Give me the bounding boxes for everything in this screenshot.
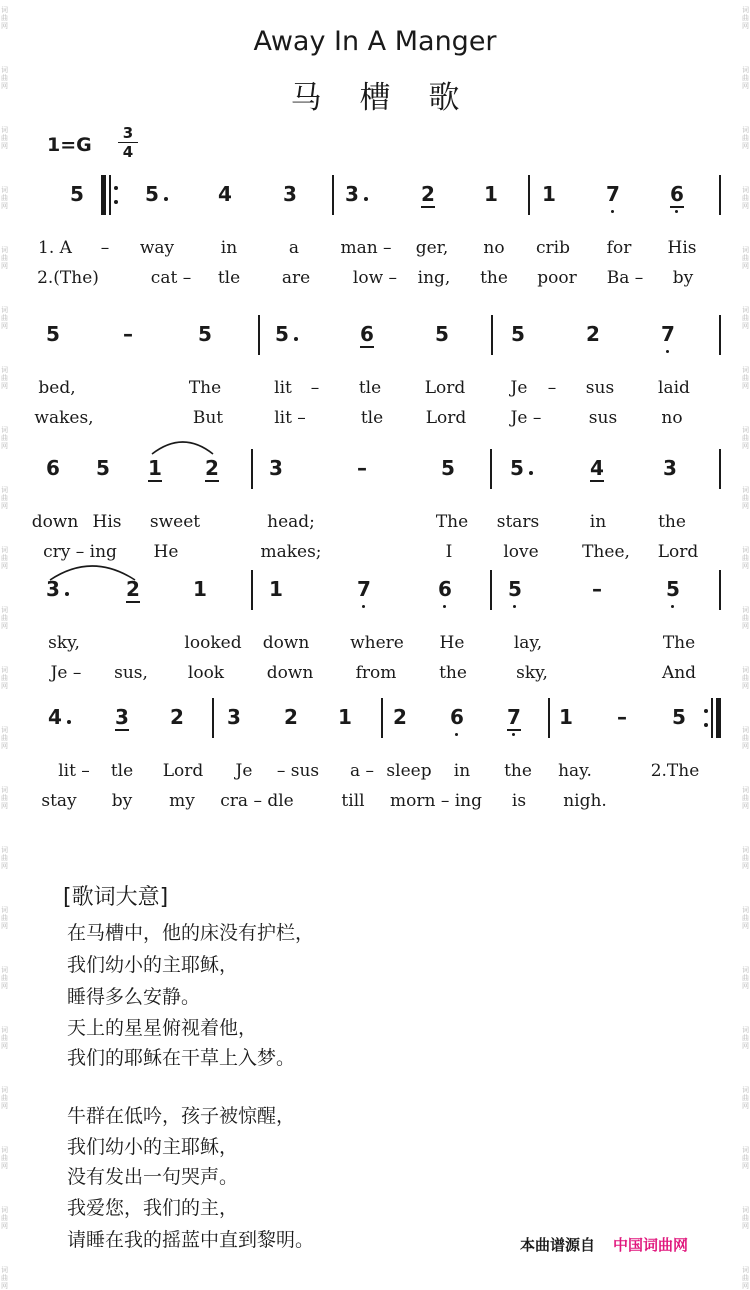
lyric-verse-2: Ba – xyxy=(606,268,644,288)
underline-eighth xyxy=(126,601,140,603)
repeat-dot xyxy=(114,186,118,190)
lyric-verse-2: no xyxy=(661,408,683,428)
time-signature xyxy=(118,125,138,160)
watermark-text: 词曲网 xyxy=(742,1086,749,1110)
watermark-text: 词曲网 xyxy=(1,1206,8,1230)
lyric-verse-2: Je – xyxy=(510,408,542,428)
watermark-text: 词曲网 xyxy=(1,546,8,570)
augmentation-dot xyxy=(67,720,71,724)
watermark-text: 词曲网 xyxy=(742,1026,749,1050)
watermark-text: 词曲网 xyxy=(1,366,8,390)
repeat-start-thin-bar xyxy=(109,175,111,215)
barline xyxy=(381,698,383,738)
lyric-verse-1: 2.The xyxy=(650,761,700,781)
lyric-verse-2: stay xyxy=(41,791,77,811)
note: 5 xyxy=(511,322,525,346)
note: 3 xyxy=(115,705,129,729)
lyric-verse-1: a xyxy=(288,238,300,258)
barline xyxy=(719,449,721,489)
lyric-verse-1: for xyxy=(606,238,632,258)
note: 2 xyxy=(284,705,298,729)
note: 1 xyxy=(559,705,573,729)
note: 1 xyxy=(148,456,162,480)
lyric-verse-2: from xyxy=(355,663,397,683)
slur xyxy=(50,566,135,580)
lyric-verse-1: tle xyxy=(358,378,382,398)
lyric-verse-2: makes; xyxy=(260,542,322,562)
watermark-text: 词曲网 xyxy=(742,786,749,810)
low-octave-dot xyxy=(362,605,365,608)
lyric-verse-1: The xyxy=(435,512,469,532)
note: 4 xyxy=(590,456,604,480)
low-octave-dot xyxy=(443,605,446,608)
watermark-text: 词曲网 xyxy=(1,1086,8,1110)
lyrics-meaning-line: 天上的星星俯视着他， xyxy=(67,1017,258,1039)
lyric-verse-2: He xyxy=(153,542,179,562)
lyric-verse-1: crib xyxy=(536,238,570,258)
low-octave-dot xyxy=(513,605,516,608)
lyric-verse-2: by xyxy=(672,268,694,288)
underline-eighth xyxy=(360,346,374,348)
slur xyxy=(152,442,213,454)
lyric-verse-2: poor xyxy=(537,268,577,288)
watermark-text: 词曲网 xyxy=(1,1026,8,1050)
augmentation-dot xyxy=(164,197,168,201)
lyric-verse-2: the xyxy=(439,663,467,683)
underline-eighth xyxy=(507,729,521,731)
lyrics-meaning-line: 我爱您，我们的主， xyxy=(67,1197,239,1219)
lyric-verse-2: love xyxy=(503,542,539,562)
lyric-verse-1: Je xyxy=(510,378,528,398)
note: 1 xyxy=(338,705,352,729)
barline xyxy=(332,175,334,215)
note: 5 xyxy=(508,577,522,601)
lyric-verse-1: – xyxy=(547,378,557,398)
watermark-text: 词曲网 xyxy=(742,1146,749,1170)
lyric-verse-2: tle xyxy=(360,408,384,428)
lyric-verse-1: His xyxy=(667,238,697,258)
note: 3 xyxy=(227,705,241,729)
lyric-verse-1: in xyxy=(589,512,607,532)
lyric-verse-2: cat – xyxy=(150,268,192,288)
lyric-verse-1: down xyxy=(31,512,79,532)
lyric-verse-1: – xyxy=(100,238,110,258)
lyrics-meaning-line: 牛群在低吟，孩子被惊醒， xyxy=(67,1105,296,1127)
lyric-verse-1: sus xyxy=(585,378,615,398)
lyric-verse-2: tle xyxy=(217,268,241,288)
watermark-text: 词曲网 xyxy=(1,726,8,750)
lyric-verse-1: the xyxy=(658,512,686,532)
note: 1 xyxy=(542,182,556,206)
note: 4 xyxy=(48,705,62,729)
watermark-text: 词曲网 xyxy=(742,486,749,510)
lyric-verse-1: sweet xyxy=(149,512,201,532)
watermark-text: 词曲网 xyxy=(742,966,749,990)
augmentation-dot xyxy=(294,337,298,341)
underline-eighth xyxy=(421,206,435,208)
lyric-verse-2: the xyxy=(480,268,508,288)
watermark-text: 词曲网 xyxy=(1,426,8,450)
low-octave-dot xyxy=(675,210,678,213)
lyric-verse-1: The xyxy=(662,633,696,653)
watermark-text: 词曲网 xyxy=(742,366,749,390)
time-signature-top: 3 xyxy=(122,124,134,142)
lyric-verse-2: sus xyxy=(588,408,618,428)
barline xyxy=(719,315,721,355)
note: 5 xyxy=(510,456,524,480)
note: 5 xyxy=(441,456,455,480)
lyric-verse-1: The xyxy=(188,378,222,398)
watermark-text: 词曲网 xyxy=(742,1206,749,1230)
note: 2 xyxy=(205,456,219,480)
lyric-verse-1: – xyxy=(310,378,320,398)
watermark-text: 词曲网 xyxy=(1,606,8,630)
watermark-text: 词曲网 xyxy=(1,1266,8,1290)
lyric-verse-2: sus, xyxy=(114,663,148,683)
note: 5 xyxy=(435,322,449,346)
lyric-verse-2: look xyxy=(187,663,225,683)
barline xyxy=(491,315,493,355)
lyric-verse-1: Lord xyxy=(424,378,466,398)
underline-eighth xyxy=(148,480,162,482)
lyric-verse-2: my xyxy=(169,791,195,811)
left-watermark-strip xyxy=(0,0,9,1290)
note: – xyxy=(592,577,602,601)
low-octave-dot xyxy=(666,350,669,353)
repeat-dot xyxy=(704,709,708,713)
watermark-text: 词曲网 xyxy=(742,906,749,930)
lyric-verse-1: head; xyxy=(267,512,315,532)
watermark-text: 词曲网 xyxy=(1,1146,8,1170)
low-octave-dot xyxy=(611,210,614,213)
note: 3 xyxy=(663,456,677,480)
note: 2 xyxy=(393,705,407,729)
lyric-verse-2: are xyxy=(281,268,311,288)
lyric-verse-2: But xyxy=(192,408,224,428)
low-octave-dot xyxy=(671,605,674,608)
lyric-verse-2: cra – dle xyxy=(220,791,294,811)
source-credit xyxy=(520,1234,688,1255)
lyric-verse-1: laid xyxy=(658,378,690,398)
note: 2 xyxy=(170,705,184,729)
note: – xyxy=(617,705,627,729)
barline xyxy=(251,570,253,610)
watermark-text: 词曲网 xyxy=(1,846,8,870)
augmentation-dot xyxy=(529,471,533,475)
watermark-text: 词曲网 xyxy=(1,966,8,990)
barline xyxy=(528,175,530,215)
right-watermark-strip xyxy=(741,0,750,1290)
barline xyxy=(212,698,214,738)
lyrics-meaning-line: 没有发出一句哭声。 xyxy=(67,1166,239,1188)
note: 7 xyxy=(606,182,620,206)
underline-eighth xyxy=(590,480,604,482)
lyric-verse-2: And xyxy=(661,663,697,683)
lyric-verse-2: cry – ing xyxy=(43,542,117,562)
note: 6 xyxy=(360,322,374,346)
watermark-text: 词曲网 xyxy=(1,66,8,90)
lyric-verse-2: sky, xyxy=(516,663,548,683)
lyric-verse-1: the xyxy=(504,761,532,781)
lyric-verse-1: sleep xyxy=(386,761,432,781)
repeat-start-bar xyxy=(101,175,106,215)
watermark-text: 词曲网 xyxy=(742,306,749,330)
source-label: 本曲谱源自 xyxy=(520,1236,596,1254)
lyric-verse-1: sky, xyxy=(48,633,80,653)
note: 1 xyxy=(193,577,207,601)
note: 7 xyxy=(357,577,371,601)
underline-eighth xyxy=(205,480,219,482)
note: 2 xyxy=(126,577,140,601)
time-signature-bottom: 4 xyxy=(122,143,134,161)
lyric-verse-1: looked xyxy=(184,633,242,653)
lyric-verse-1: down xyxy=(262,633,310,653)
source-brand-link[interactable]: 中国词曲网 xyxy=(613,1236,689,1254)
lyric-verse-1: tle xyxy=(110,761,134,781)
note: 7 xyxy=(661,322,675,346)
barline xyxy=(490,570,492,610)
lyric-verse-2: Lord xyxy=(657,542,699,562)
watermark-text: 词曲网 xyxy=(742,426,749,450)
note: 5 xyxy=(666,577,680,601)
lyric-verse-1: in xyxy=(220,238,238,258)
lyric-verse-2: lit – xyxy=(274,408,306,428)
lyric-verse-1: His xyxy=(92,512,122,532)
watermark-text: 词曲网 xyxy=(742,726,749,750)
underline-eighth xyxy=(115,729,129,731)
lyrics-meaning-line: 我们幼小的主耶稣， xyxy=(67,954,239,976)
lyric-verse-1: lit – xyxy=(58,761,90,781)
lyric-verse-1: stars xyxy=(496,512,540,532)
note: 2 xyxy=(421,182,435,206)
watermark-text: 词曲网 xyxy=(742,246,749,270)
barline xyxy=(490,449,492,489)
watermark-text: 词曲网 xyxy=(742,606,749,630)
lyric-verse-2: down xyxy=(266,663,314,683)
watermark-text: 词曲网 xyxy=(1,906,8,930)
note: 1 xyxy=(484,182,498,206)
lyric-verse-1: ger, xyxy=(415,238,449,258)
note: 2 xyxy=(586,322,600,346)
note: – xyxy=(123,322,133,346)
watermark-text: 词曲网 xyxy=(742,126,749,150)
lyric-verse-2: till xyxy=(341,791,365,811)
lyric-verse-2: Je – xyxy=(50,663,82,683)
watermark-text: 词曲网 xyxy=(742,666,749,690)
note: 6 xyxy=(670,182,684,206)
low-octave-dot xyxy=(512,733,515,736)
watermark-text: 词曲网 xyxy=(1,186,8,210)
lyric-verse-1: in xyxy=(453,761,471,781)
lyric-verse-1: a – xyxy=(349,761,375,781)
song-title-english: Away In A Manger xyxy=(253,26,497,57)
repeat-end-bar xyxy=(716,698,721,738)
note: 6 xyxy=(46,456,60,480)
lyric-verse-1: lit xyxy=(274,378,292,398)
lyric-verse-1: hay. xyxy=(558,761,592,781)
repeat-end-thin-bar xyxy=(711,698,713,738)
barline xyxy=(251,449,253,489)
note: 3 xyxy=(46,577,60,601)
lyric-verse-2: morn – ing xyxy=(389,791,483,811)
lyric-verse-1: He xyxy=(439,633,465,653)
lyric-verse-2: is xyxy=(511,791,527,811)
note: 6 xyxy=(450,705,464,729)
note: – xyxy=(357,456,367,480)
lyric-verse-2: low – xyxy=(352,268,398,288)
note: 5 xyxy=(672,705,686,729)
note: 1 xyxy=(269,577,283,601)
augmentation-dot xyxy=(65,592,69,596)
lyric-verse-1: man – xyxy=(340,238,392,258)
lyric-verse-1: Je xyxy=(235,761,253,781)
lyric-verse-2: I xyxy=(445,542,453,562)
lyrics-meaning-line: 我们幼小的主耶稣， xyxy=(67,1136,239,1158)
watermark-text: 词曲网 xyxy=(742,186,749,210)
repeat-dot xyxy=(114,200,118,204)
barline xyxy=(719,570,721,610)
note: 5 xyxy=(70,182,84,206)
watermark-text: 词曲网 xyxy=(1,786,8,810)
lyrics-meaning-line: 睡得多么安静。 xyxy=(67,986,201,1008)
note: 6 xyxy=(438,577,452,601)
note: 3 xyxy=(269,456,283,480)
watermark-text: 词曲网 xyxy=(1,666,8,690)
barline xyxy=(719,175,721,215)
lyric-verse-2: ing, xyxy=(417,268,451,288)
underline-eighth xyxy=(670,206,684,208)
repeat-dot xyxy=(704,723,708,727)
lyric-verse-2: Lord xyxy=(425,408,467,428)
lyric-verse-1: bed, xyxy=(38,378,76,398)
lyrics-meaning-line: 在马槽中，他的床没有护栏， xyxy=(67,922,315,944)
watermark-text: 词曲网 xyxy=(1,126,8,150)
note: 5 xyxy=(46,322,60,346)
augmentation-dot xyxy=(364,197,368,201)
watermark-text: 词曲网 xyxy=(742,66,749,90)
watermark-text: 词曲网 xyxy=(1,486,8,510)
lyric-verse-1: where xyxy=(350,633,404,653)
note: 5 xyxy=(96,456,110,480)
barline xyxy=(548,698,550,738)
lyric-verse-1: – sus xyxy=(276,761,320,781)
lyric-verse-1: lay, xyxy=(513,633,543,653)
lyric-verse-2: nigh. xyxy=(563,791,607,811)
lyric-verse-2: by xyxy=(111,791,133,811)
note: 5 xyxy=(198,322,212,346)
lyric-verse-2: wakes, xyxy=(34,408,94,428)
lyric-verse-2: 2.(The) xyxy=(37,268,99,288)
lyrics-meaning-line: 请睡在我的摇蓝中直到黎明。 xyxy=(67,1229,315,1251)
watermark-text: 词曲网 xyxy=(1,306,8,330)
key-signature: 1=G xyxy=(47,134,92,156)
note: 7 xyxy=(507,705,521,729)
note: 4 xyxy=(218,182,232,206)
lyric-verse-1: 1. A xyxy=(38,238,72,258)
lyric-verse-2: Thee, xyxy=(582,542,630,562)
watermark-text: 词曲网 xyxy=(1,246,8,270)
watermark-text: 词曲网 xyxy=(742,846,749,870)
song-title-chinese: 马 槽 歌 xyxy=(290,80,474,116)
barline xyxy=(258,315,260,355)
lyric-verse-1: way xyxy=(139,238,175,258)
watermark-text: 词曲网 xyxy=(742,1266,749,1290)
watermark-text: 词曲网 xyxy=(1,6,8,30)
note: 3 xyxy=(345,182,359,206)
note: 3 xyxy=(283,182,297,206)
watermark-text: 词曲网 xyxy=(742,6,749,30)
note: 5 xyxy=(145,182,159,206)
lyric-verse-1: no xyxy=(483,238,505,258)
lyric-verse-1: Lord xyxy=(162,761,204,781)
low-octave-dot xyxy=(455,733,458,736)
lyrics-meaning-header: [歌词大意] xyxy=(63,885,169,910)
lyrics-meaning-line: 我们的耶稣在干草上入梦。 xyxy=(67,1047,296,1069)
watermark-text: 词曲网 xyxy=(742,546,749,570)
note: 5 xyxy=(275,322,289,346)
